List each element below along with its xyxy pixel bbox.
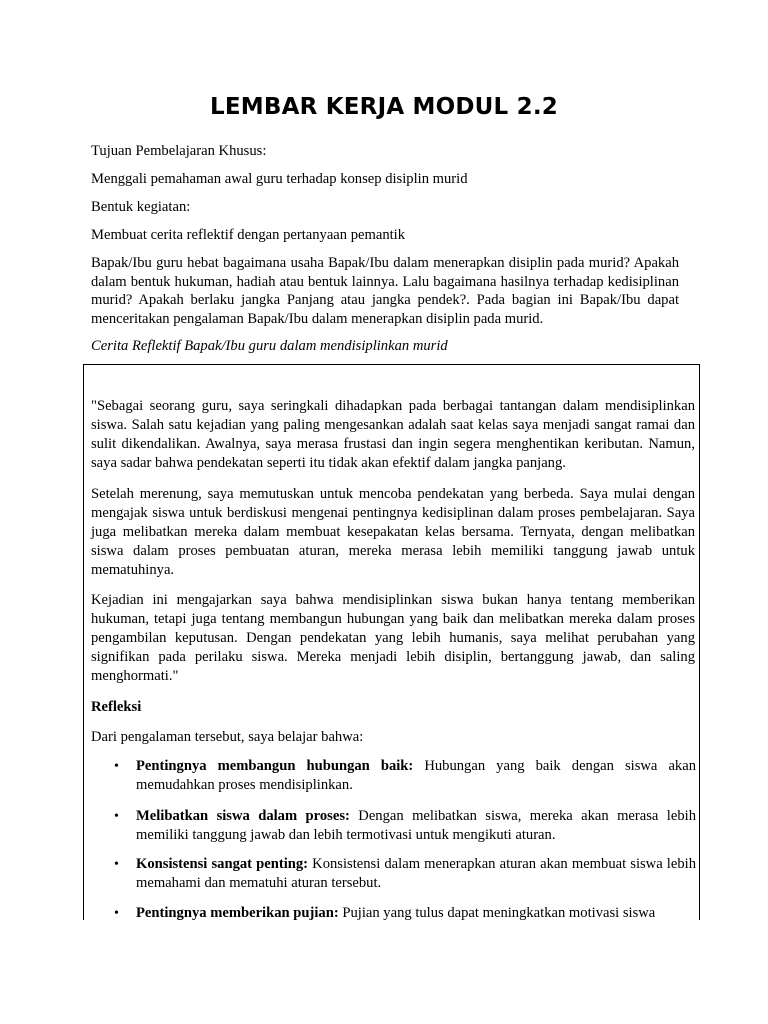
list-item-text: Konsistensi dalam menerapkan aturan akan membuat siswa lebih memahami dan mematuhi aturan tersebut.: [136, 856, 696, 891]
list-item: [114, 757, 696, 795]
list-item: [114, 904, 696, 920]
list-item-text: Pujian yang tulus dapat meningkatkan motivasi siswa: [338, 905, 656, 920]
bullet-icon: •: [114, 759, 119, 774]
story-paragraph-3: Kejadian ini mengajarkan saya bahwa mendisiplinkan siswa bukan hanya tentang memberikan hukuman, tetapi juga tentang membangun hubungan yang baik dan melibatkan mereka dalam proses pengambilan keputusan. Dengan pendekatan yang lebih humanis, saya melihat perubahan yang signifikan pada perilaku siswa. Mereka menjadi lebih disiplin, bertanggung jawab, dan saling menghormati.": [91, 592, 695, 684]
story-paragraph-2: Setelah merenung, saya memutuskan untuk mencoba pendekatan yang berbeda. Saya mulai dengan mengajak siswa untuk berdiskusi mengenai pentingnya kedisiplinan dalam proses pembelajaran. Saya juga melibatkan mereka dalam membuat kesepakatan kelas bersama. Ternyata, dengan melibatkan siswa dalam proses pembuatan aturan, mereka merasa lebih memiliki tanggung jawab untuk mematuhinya.: [91, 486, 695, 578]
bullet-icon: •: [114, 809, 119, 824]
list-item-title: Melibatkan siswa dalam proses:: [136, 808, 350, 824]
list-item-title: Pentingnya memberikan pujian:: [136, 905, 339, 920]
bullet-icon: •: [114, 857, 119, 872]
prompt-paragraph: Bapak/Ibu guru hebat bagaimana usaha Bapak/Ibu dalam menerapkan disiplin pada murid? Apakah dalam bentuk hukuman, hadiah atau bentuk lainnya. Lalu bagaimana hasilnya terhadap kedisiplinan murid? Apakah berlaku jangka Panjang atau jangka pendek?. Pada bagian ini Bapak/Ibu dapat menceritakan pengalaman Bapak/Ibu dalam menerapkan disiplin pada murid.: [91, 255, 679, 327]
activity-text: Membuat cerita reflektif dengan pertanyaan pemantik: [91, 227, 406, 243]
page-title: LEMBAR KERJA MODUL 2.2: [210, 94, 558, 120]
story-paragraph-1: "Sebagai seorang guru, saya seringkali dihadapkan pada berbagai tantangan dalam mendisiplinkan siswa. Salah satu kejadian yang paling mengesankan adalah saat kelas saya menjadi sangat ramai dan sulit dikendalikan. Awalnya, saya merasa frustasi dan ingin segera menghentikan keributan. Namun, saya sadar bahwa pendekatan seperti itu tidak akan efektif dalam jangka panjang.: [91, 398, 695, 471]
list-item-title: Konsistensi sangat penting:: [136, 856, 309, 872]
story-box: [83, 364, 700, 920]
activity-label: Bentuk kegiatan:: [91, 199, 191, 215]
story-heading: Cerita Reflektif Bapak/Ibu guru dalam mendisiplinkan murid: [91, 338, 448, 354]
list-item-text: Hubungan yang baik dengan siswa akan memudahkan proses mendisiplinkan.: [136, 758, 696, 793]
goal-text: Menggali pemahaman awal guru terhadap konsep disiplin murid: [91, 171, 468, 187]
list-item-text: Dengan melibatkan siswa, mereka akan merasa lebih memiliki tanggung jawab dan lebih termotivasi untuk mengikuti aturan.: [136, 808, 696, 843]
reflection-intro: Dari pengalaman tersebut, saya belajar bahwa:: [91, 729, 364, 745]
reflection-heading: Refleksi: [91, 699, 142, 715]
bullet-icon: •: [114, 906, 119, 920]
list-item-title: Pentingnya membangun hubungan baik:: [136, 758, 414, 774]
list-item: [114, 855, 696, 893]
list-item: [114, 807, 696, 845]
goal-label: Tujuan Pembelajaran Khusus:: [91, 143, 267, 159]
